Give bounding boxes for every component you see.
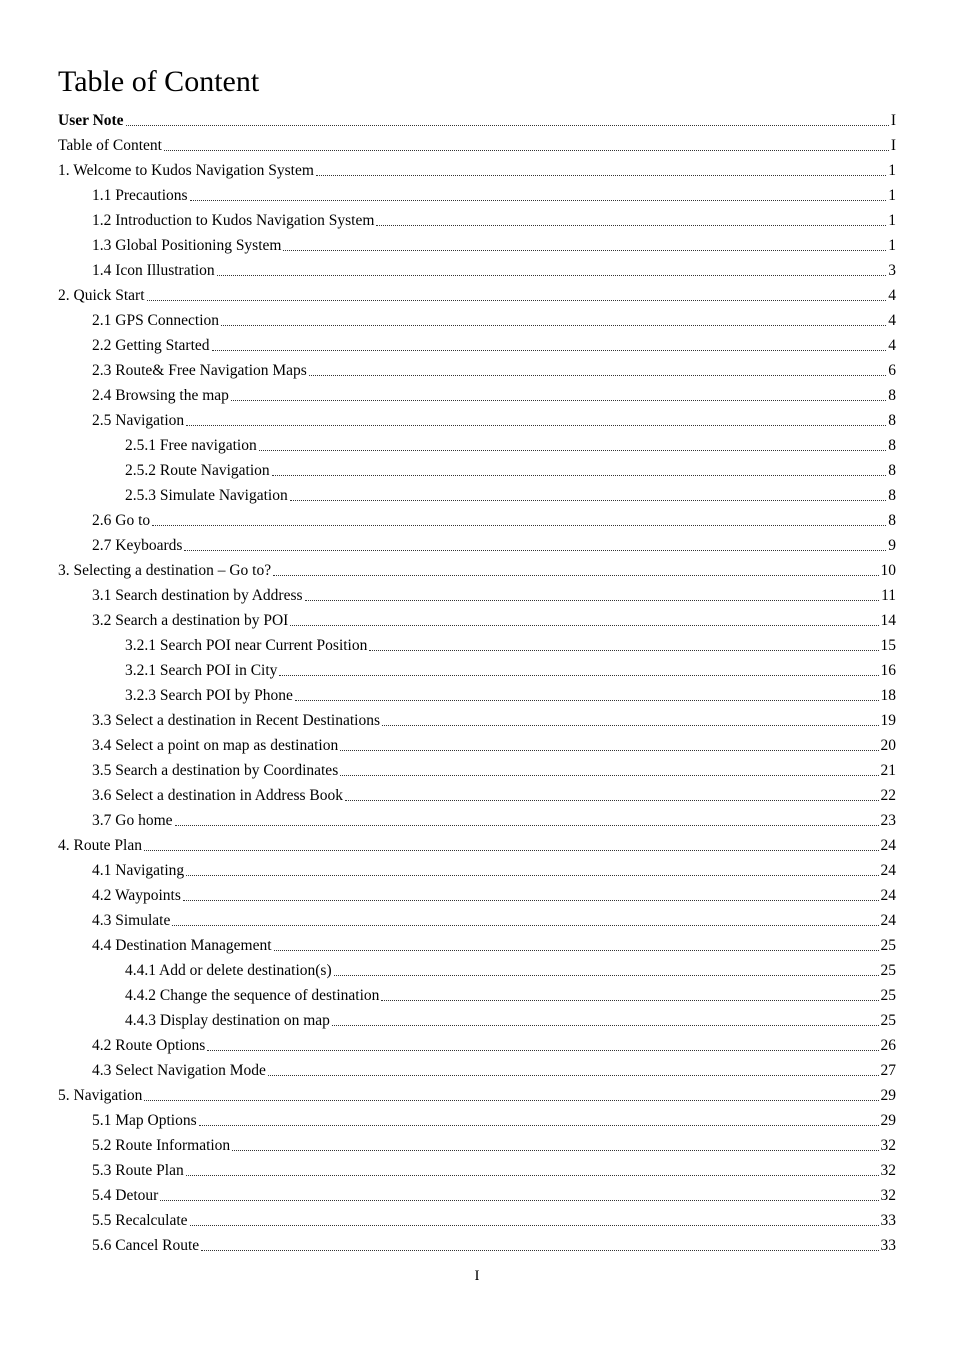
dot-leader: [345, 800, 879, 801]
toc-entry-page: 29: [880, 1086, 896, 1104]
toc-entry[interactable]: [58, 183, 896, 208]
toc-entry[interactable]: [58, 1008, 896, 1033]
toc-entry[interactable]: [58, 633, 896, 658]
dot-leader: [126, 125, 889, 126]
dot-leader: [295, 700, 879, 701]
toc-entry-page: 1: [888, 161, 896, 179]
toc-entry[interactable]: [58, 508, 896, 533]
toc-entry[interactable]: [58, 1158, 896, 1183]
toc-entry-page: 23: [880, 811, 896, 829]
toc-entry-page: 10: [880, 561, 896, 579]
dot-leader: [274, 950, 879, 951]
toc-entry-page: 1: [888, 236, 896, 254]
toc-entry-page: 29: [880, 1111, 896, 1129]
dot-leader: [217, 275, 887, 276]
toc-entry[interactable]: [58, 133, 896, 158]
toc-entry-page: 1: [888, 211, 896, 229]
toc-entry-title: 3. Selecting a destination – Go to?: [58, 561, 272, 579]
dot-leader: [190, 200, 887, 201]
toc-entry-title: 2.1 GPS Connection: [92, 311, 220, 329]
toc-entry-title: 4.3 Simulate: [92, 911, 171, 929]
toc-entry-title: 3.2.1 Search POI near Current Position: [125, 636, 368, 654]
toc-entry[interactable]: [58, 608, 896, 633]
dot-leader: [152, 525, 886, 526]
toc-entry[interactable]: [58, 983, 896, 1008]
table-of-contents: [58, 108, 896, 1258]
toc-entry[interactable]: [58, 433, 896, 458]
toc-entry[interactable]: [58, 908, 896, 933]
dot-leader: [212, 350, 887, 351]
toc-entry-page: 8: [888, 386, 896, 404]
toc-entry-page: 9: [888, 536, 896, 554]
toc-entry[interactable]: [58, 808, 896, 833]
toc-entry-title: 3.5 Search a destination by Coordinates: [92, 761, 339, 779]
toc-entry-page: 20: [880, 736, 896, 754]
toc-entry-title: 3.4 Select a point on map as destination: [92, 736, 339, 754]
toc-entry-title: User Note: [58, 111, 124, 129]
toc-entry[interactable]: [58, 1058, 896, 1083]
toc-entry[interactable]: [58, 883, 896, 908]
toc-entry-title: 4.3 Select Navigation Mode: [92, 1061, 266, 1079]
toc-entry[interactable]: [58, 1108, 896, 1133]
toc-entry[interactable]: [58, 533, 896, 558]
toc-entry[interactable]: [58, 583, 896, 608]
toc-entry[interactable]: [58, 658, 896, 683]
toc-entry-title: 2.5.2 Route Navigation: [125, 461, 270, 479]
toc-entry-page: 16: [880, 661, 896, 679]
toc-entry[interactable]: [58, 358, 896, 383]
toc-entry[interactable]: [58, 308, 896, 333]
dot-leader: [290, 500, 887, 501]
toc-entry-title: 5.2 Route Information: [92, 1136, 231, 1154]
toc-entry-title: 1.2 Introduction to Kudos Navigation System: [92, 211, 375, 229]
dot-leader: [376, 225, 886, 226]
toc-entry-title: 5. Navigation: [58, 1086, 143, 1104]
dot-leader: [186, 875, 878, 876]
dot-leader: [147, 300, 887, 301]
toc-entry-page: 27: [880, 1061, 896, 1079]
toc-entry-page: 25: [880, 986, 896, 1004]
dot-leader: [186, 1175, 879, 1176]
toc-entry[interactable]: [58, 458, 896, 483]
toc-entry[interactable]: [58, 758, 896, 783]
dot-leader: [268, 1075, 879, 1076]
dot-leader: [382, 725, 879, 726]
toc-entry-page: 8: [888, 436, 896, 454]
toc-entry-page: 21: [880, 761, 896, 779]
toc-entry-title: 2.4 Browsing the map: [92, 386, 229, 404]
toc-entry[interactable]: [58, 783, 896, 808]
toc-entry-title: 3.6 Select a destination in Address Book: [92, 786, 343, 804]
toc-entry-page: 4: [888, 286, 896, 304]
toc-entry-page: 8: [888, 511, 896, 529]
toc-entry[interactable]: [58, 258, 896, 283]
toc-entry-title: Table of Content: [58, 136, 162, 154]
page-title: Table of Content: [58, 65, 260, 98]
toc-entry[interactable]: [58, 333, 896, 358]
dot-leader: [259, 450, 887, 451]
toc-entry-page: 24: [880, 836, 896, 854]
toc-entry-title: 4.2 Route Options: [92, 1036, 206, 1054]
toc-entry-page: 4: [888, 311, 896, 329]
dot-leader: [172, 925, 878, 926]
toc-entry[interactable]: [58, 108, 896, 133]
dot-leader: [183, 900, 879, 901]
dot-leader: [190, 1225, 879, 1226]
dot-leader: [381, 1000, 878, 1001]
toc-entry-title: 3.3 Select a destination in Recent Destinations: [92, 711, 380, 729]
toc-entry-title: 3.2 Search a destination by POI: [92, 611, 289, 629]
toc-entry-page: 22: [880, 786, 896, 804]
dot-leader: [272, 475, 887, 476]
dot-leader: [186, 425, 886, 426]
toc-entry-page: 33: [880, 1211, 896, 1229]
dot-leader: [334, 975, 879, 976]
toc-entry-page: I: [890, 136, 896, 154]
toc-entry-title: 2.5.1 Free navigation: [125, 436, 257, 454]
toc-entry[interactable]: [58, 833, 896, 858]
toc-entry-page: 25: [880, 936, 896, 954]
dot-leader: [340, 775, 878, 776]
toc-entry-page: 26: [880, 1036, 896, 1054]
toc-entry-title: 1.1 Precautions: [92, 186, 188, 204]
dot-leader: [199, 1125, 879, 1126]
dot-leader: [340, 750, 878, 751]
dot-leader: [279, 675, 878, 676]
toc-entry-page: 33: [880, 1236, 896, 1254]
toc-entry-title: 4.2 Waypoints: [92, 886, 181, 904]
toc-entry-page: 4: [888, 336, 896, 354]
dot-leader: [305, 600, 880, 601]
dot-leader: [201, 1250, 878, 1251]
toc-entry-page: 11: [881, 586, 896, 604]
toc-entry-page: 3: [888, 261, 896, 279]
dot-leader: [221, 325, 886, 326]
dot-leader: [316, 175, 886, 176]
dot-leader: [232, 1150, 878, 1151]
dot-leader: [207, 1050, 878, 1051]
toc-entry-title: 2.6 Go to: [92, 511, 151, 529]
toc-entry-title: 4. Route Plan: [58, 836, 142, 854]
toc-entry[interactable]: [58, 1208, 896, 1233]
toc-entry-title: 2.2 Getting Started: [92, 336, 210, 354]
toc-entry-page: 25: [880, 961, 896, 979]
dot-leader: [273, 575, 878, 576]
dot-leader: [332, 1025, 879, 1026]
toc-entry-title: 2. Quick Start: [58, 286, 145, 304]
toc-entry-title: 5.4 Detour: [92, 1186, 159, 1204]
toc-entry[interactable]: [58, 283, 896, 308]
toc-entry[interactable]: [58, 483, 896, 508]
toc-entry-title: 4.1 Navigating: [92, 861, 185, 879]
toc-entry-title: 1.3 Global Positioning System: [92, 236, 282, 254]
toc-entry-title: 3.7 Go home: [92, 811, 173, 829]
toc-entry[interactable]: [58, 1183, 896, 1208]
toc-entry-title: 1. Welcome to Kudos Navigation System: [58, 161, 314, 179]
toc-entry-page: 32: [880, 1161, 896, 1179]
dot-leader: [231, 400, 886, 401]
toc-entry[interactable]: [58, 208, 896, 233]
toc-entry-title: 3.2.1 Search POI in City: [125, 661, 278, 679]
toc-entry[interactable]: [58, 733, 896, 758]
toc-entry-page: 1: [888, 186, 896, 204]
toc-entry[interactable]: [58, 558, 896, 583]
toc-entry-page: I: [890, 111, 896, 129]
toc-entry[interactable]: [58, 933, 896, 958]
dot-leader: [175, 825, 879, 826]
toc-entry-page: 24: [880, 886, 896, 904]
page-number: I: [474, 1268, 480, 1284]
toc-entry-page: 25: [880, 1011, 896, 1029]
toc-entry-page: 8: [888, 411, 896, 429]
toc-entry-title: 5.1 Map Options: [92, 1111, 197, 1129]
toc-entry-title: 2.5 Navigation: [92, 411, 185, 429]
toc-entry[interactable]: [58, 158, 896, 183]
toc-entry-title: 5.5 Recalculate: [92, 1211, 188, 1229]
dot-leader: [283, 250, 886, 251]
dot-leader: [160, 1200, 878, 1201]
toc-entry-title: 4.4.1 Add or delete destination(s): [125, 961, 332, 979]
dot-leader: [184, 550, 886, 551]
toc-entry[interactable]: [58, 408, 896, 433]
dot-leader: [164, 150, 889, 151]
toc-entry-title: 2.5.3 Simulate Navigation: [125, 486, 288, 504]
dot-leader: [144, 1100, 878, 1101]
toc-entry[interactable]: [58, 708, 896, 733]
dot-leader: [290, 625, 878, 626]
toc-entry-title: 5.3 Route Plan: [92, 1161, 184, 1179]
toc-entry-page: 8: [888, 486, 896, 504]
toc-entry-page: 18: [880, 686, 896, 704]
dot-leader: [369, 650, 878, 651]
toc-entry-title: 2.3 Route& Free Navigation Maps: [92, 361, 307, 379]
dot-leader: [309, 375, 886, 376]
toc-entry-page: 6: [888, 361, 896, 379]
toc-entry-page: 15: [880, 636, 896, 654]
toc-entry-page: 8: [888, 461, 896, 479]
toc-entry[interactable]: [58, 1233, 896, 1258]
toc-entry-page: 24: [880, 861, 896, 879]
toc-entry-title: 1.4 Icon Illustration: [92, 261, 215, 279]
toc-entry-page: 24: [880, 911, 896, 929]
toc-entry[interactable]: [58, 233, 896, 258]
toc-entry-title: 3.1 Search destination by Address: [92, 586, 303, 604]
toc-entry-title: 2.7 Keyboards: [92, 536, 183, 554]
toc-entry[interactable]: [58, 1033, 896, 1058]
toc-entry[interactable]: [58, 858, 896, 883]
toc-entry-page: 19: [880, 711, 896, 729]
toc-entry[interactable]: [58, 958, 896, 983]
toc-entry-title: 5.6 Cancel Route: [92, 1236, 200, 1254]
toc-entry[interactable]: [58, 1083, 896, 1108]
toc-entry-title: 4.4.2 Change the sequence of destination: [125, 986, 380, 1004]
toc-entry[interactable]: [58, 1133, 896, 1158]
toc-entry-title: 3.2.3 Search POI by Phone: [125, 686, 293, 704]
dot-leader: [144, 850, 879, 851]
toc-entry-page: 32: [880, 1186, 896, 1204]
toc-entry-title: 4.4.3 Display destination on map: [125, 1011, 330, 1029]
toc-entry[interactable]: [58, 683, 896, 708]
toc-entry[interactable]: [58, 383, 896, 408]
toc-entry-page: 32: [880, 1136, 896, 1154]
toc-entry-page: 14: [880, 611, 896, 629]
toc-entry-title: 4.4 Destination Management: [92, 936, 272, 954]
